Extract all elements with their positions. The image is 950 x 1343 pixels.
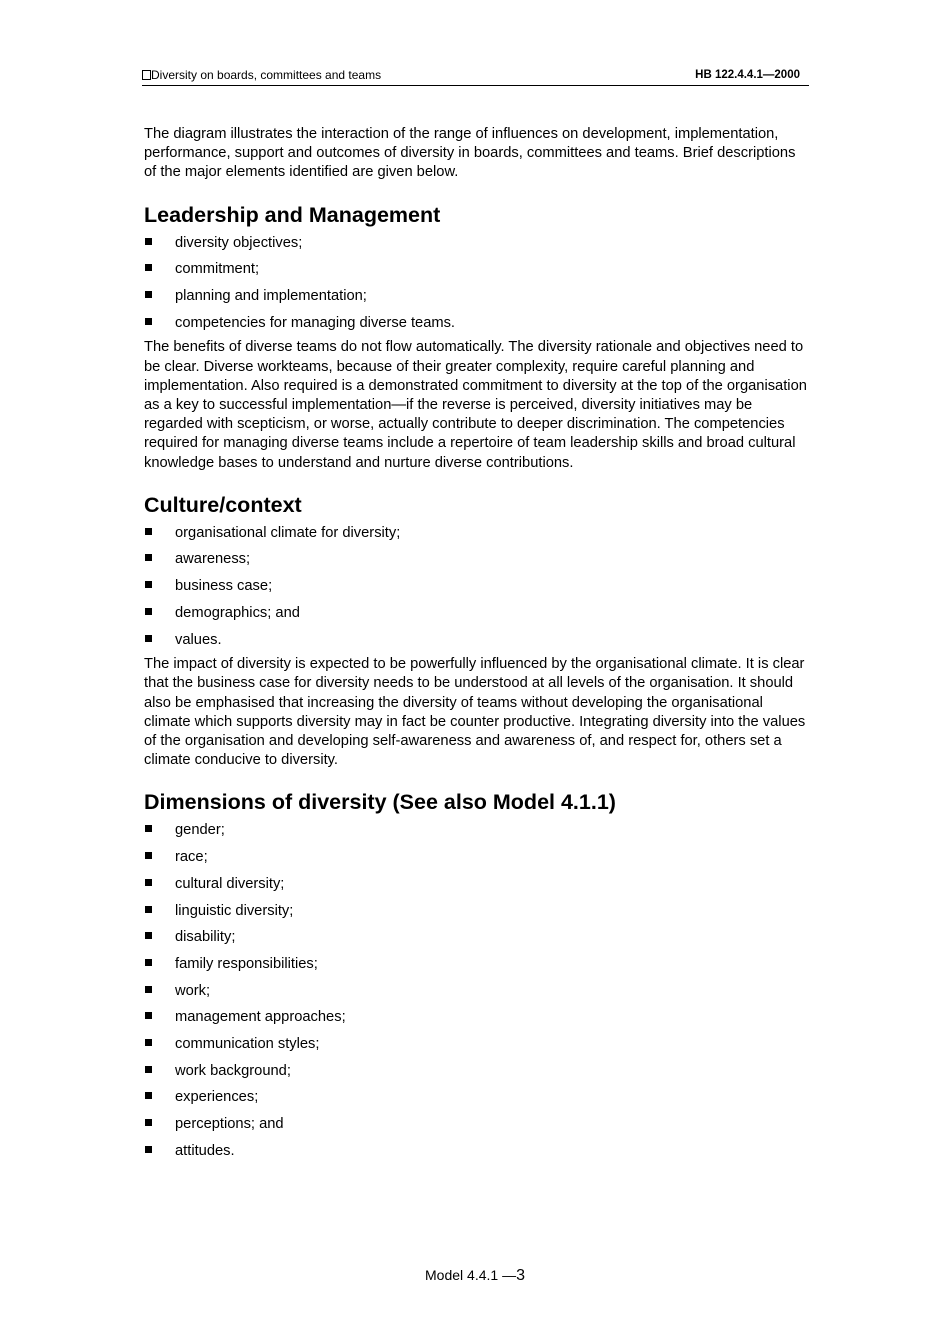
list-item: values. <box>144 631 810 658</box>
list-item: communication styles; <box>144 1035 810 1062</box>
list-item: perceptions; and <box>144 1115 810 1142</box>
bullet-square-icon <box>145 1092 152 1099</box>
bullet-square-icon <box>145 635 152 642</box>
list-item: work background; <box>144 1062 810 1089</box>
bullet-square-icon <box>145 932 152 939</box>
bullet-square-icon <box>145 825 152 832</box>
bullet-square-icon <box>145 608 152 615</box>
bullet-square-icon <box>145 1146 152 1153</box>
header-doc-number: HB 122.4.4.1—2000 <box>695 69 800 81</box>
bullet-square-icon <box>145 291 152 298</box>
bullet-square-icon <box>145 1066 152 1073</box>
list-item: work; <box>144 982 810 1009</box>
list-item: management approaches; <box>144 1008 810 1035</box>
section-heading-leadership: Leadership and Management <box>144 202 441 227</box>
section-heading-dimensions: Dimensions of diversity (See also Model 4.1.1) <box>144 790 616 815</box>
bullet-square-icon <box>145 528 152 535</box>
intro-paragraph: The diagram illustrates the interaction of the range of influences on development, implementation, performance, support and outcomes of diversity in boards, committees and teams. Brief descriptions of the major elements identified are given below. <box>144 126 796 181</box>
bullet-square-icon <box>145 986 152 993</box>
page-header <box>142 68 809 86</box>
list-item: linguistic diversity; <box>144 902 810 929</box>
bullet-square-icon <box>145 1012 152 1019</box>
header-title: Diversity on boards, committees and teams <box>151 68 382 82</box>
bullet-square-icon <box>145 879 152 886</box>
bullet-list-dimensions <box>144 821 810 1168</box>
header-left <box>142 68 381 82</box>
list-item: experiences; <box>144 1088 810 1115</box>
bullet-square-icon <box>145 1119 152 1126</box>
section-body-culture: The impact of diversity is expected to be powerfully influenced by the organisational climate. It is clear that the business case for diversity needs to be understood at all levels of the organisation. It should also be emphasised that increasing the diversity of teams without developing the organisational climate which supports diversity may in fact be counter productive. Integrating diversity into the values of the organisation and developing self-awareness and awareness of, and respect for, others set a climate conducive to diversity. <box>144 656 806 769</box>
list-item: competencies for managing diverse teams. <box>144 314 810 341</box>
bullet-square-icon <box>145 852 152 859</box>
document-body <box>144 125 810 1168</box>
bullet-list-leadership <box>144 234 810 341</box>
page-number: 3 <box>516 1267 525 1284</box>
bullet-square-icon <box>145 581 152 588</box>
bullet-square-icon <box>145 959 152 966</box>
list-item: attitudes. <box>144 1142 810 1169</box>
list-item: cultural diversity; <box>144 875 810 902</box>
checkbox-icon <box>142 70 151 80</box>
list-item: diversity objectives; <box>144 234 810 261</box>
footer-label: Model 4.4.1 — <box>425 1267 517 1283</box>
list-item: gender; <box>144 821 810 848</box>
bullet-square-icon <box>145 554 152 561</box>
bullet-list-culture <box>144 524 810 657</box>
bullet-square-icon <box>145 318 152 325</box>
list-item: family responsibilities; <box>144 955 810 982</box>
section-body-leadership: The benefits of diverse teams do not flow automatically. The diversity rationale and objectives need to be clear. Diverse workteams, because of their greater complexity, require careful planning and implementation. Also required is a demonstrated commitment to diversity at the top of the organisation as a key to successful implementation—if the reverse is perceived, diversity initiatives may be regarded with scepticism, or worse, actually contribute to deeper discrimination. The competencies required for managing diverse teams include a repertoire of team leadership skills and broad cultural knowledge bases to understand and nurture diverse contributions. <box>144 339 807 471</box>
list-item: planning and implementation; <box>144 287 810 314</box>
bullet-square-icon <box>145 264 152 271</box>
list-item: business case; <box>144 577 810 604</box>
list-item: awareness; <box>144 550 810 577</box>
bullet-square-icon <box>145 906 152 913</box>
list-item: race; <box>144 848 810 875</box>
list-item: disability; <box>144 928 810 955</box>
page-footer <box>0 1266 950 1285</box>
section-heading-culture: Culture/context <box>144 492 302 517</box>
list-item: demographics; and <box>144 604 810 631</box>
bullet-square-icon <box>145 238 152 245</box>
bullet-square-icon <box>145 1039 152 1046</box>
list-item: commitment; <box>144 260 810 287</box>
list-item: organisational climate for diversity; <box>144 524 810 551</box>
